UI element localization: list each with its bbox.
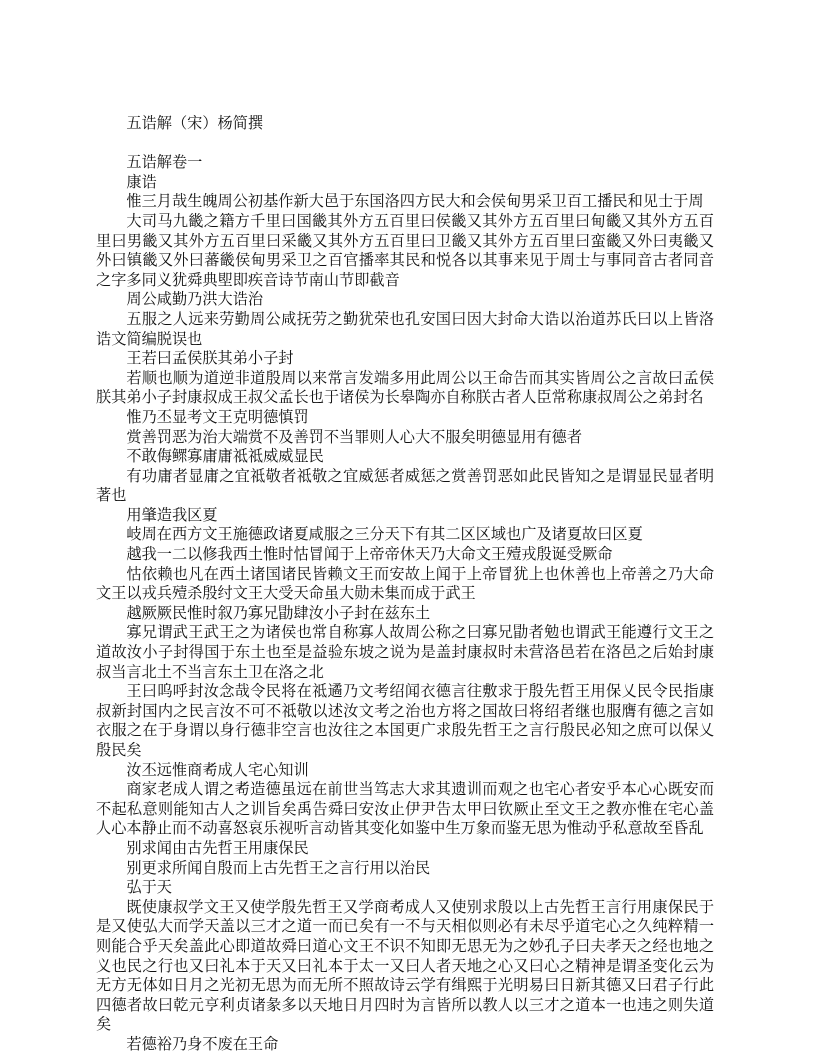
document-page: [96, 114, 714, 1055]
paragraph: 别更求所闻自殷而上古先哲王之言行用以治民: [126, 858, 431, 877]
paragraph: 王曰呜呼封汝念哉令民将在祗遹乃文考绍闻衣德言往敷求于殷先哲王用保乂民令民指康叔新封国内之民言汝不可不祗敬以述汝文考之治也方将之国故曰将绍者继也服膺有德之言如衣服之在于身谓以身行德非空言也汝往之本国更广求殷先哲王之言行殷民必知之庶可以保乂殷民矣: [96, 682, 714, 759]
paragraph: 岐周在西方文王施德政诸夏咸服之三分天下有其二区区域也广及诸夏故曰区夏: [126, 525, 643, 544]
paragraph: 汝丕远惟商耇成人宅心知训: [126, 760, 309, 779]
paragraph: 不敢侮鳏寡庸庸祗祗威威显民: [126, 447, 324, 466]
paragraph: 赏善罚恶为治大端赏不及善罚不当罪则人心大不服矣明德显用有德者: [126, 427, 583, 446]
volume-title: 五诰解卷一: [126, 153, 203, 172]
paragraph: 寡兄谓武王武王之为诸侯也常自称寡人故周公称之曰寡兄勖者勉也谓武王能遵行文王之道故汝小子封得国于东土也至是益验东坡之说为是盖封康叔时未营洛邑若在洛邑之后始封康叔当言北土不当言东土卫在洛之北: [96, 623, 714, 681]
paragraph: 弘于天: [126, 878, 172, 897]
spacer: [96, 134, 714, 154]
paragraph: 若德裕乃身不废在王命: [126, 1034, 279, 1053]
paragraph: 用肇造我区夏: [126, 505, 218, 524]
paragraph: 越我一二以修我西土惟时怙冒闻于上帝帝休天乃大命文王殪戎殷诞受厥命: [126, 545, 613, 564]
paragraph: 越厥厥民惟时叙乃寡兄勖肆汝小子封在兹东土: [126, 603, 431, 622]
paragraph: 既使康叔学文王又使学殷先哲王又学商耇成人又使别求殷以上古先哲王言行用康保民于是又使弘大而学天盖以三才之道一而已矣有一不与天相似则必有未尽乎道宅心之久纯粹精一则能合乎天矣盖此心即道故舜曰道心文王不识不知即无思无为之妙孔子曰夫孝天之经也地之义也民之行也又曰礼本于天又曰礼本于太一又曰人者天地之心又曰心之精神是谓圣变化云为无方无体如日月之光初无思为而无所不照故诗云学有缉熙于光明易曰日新其德又曰君子行此四德者故曰乾元亨利贞诸彖多以天地日月四时为言皆所以教人以三才之道本一也违之则失道矣: [96, 897, 714, 1034]
paragraph: 有功庸者显庸之宜祗敬者祗敬之宜威惩者威惩之赏善罚恶如此民皆知之是谓显民显者明著也: [96, 466, 714, 505]
paragraph: 惟乃丕显考文王克明德慎罚: [126, 407, 309, 426]
paragraph: 大司马九畿之籍方千里曰国畿其外方五百里曰侯畿又其外方五百里曰甸畿又其外方五百里曰男畿又其外方五百里曰采畿又其外方五百里曰卫畿又其外方五百里曰蛮畿又外曰夷畿又外曰镇畿又外曰蕃畿侯甸男采卫之百官播率其民和悦各以其事来见于周士与事同音古者同音之字多同义犹舜典堲即疾音诗节南山节即截音: [96, 211, 714, 289]
paragraph: 商家老成人谓之耇造德虽远在前世当笃志大求其遗训而观之也宅心者安乎本心心既安而不起私意则能知古人之训旨矣禹告舜曰安汝止伊尹告太甲曰钦厥止至文王之教亦惟在宅心盖人心本静止而不动喜怒哀乐视听言动皆其变化如鉴中生万象而鉴无思为惟动乎私意故至昏乱: [96, 780, 714, 838]
paragraph: 周公咸勤乃洪大诰治: [126, 290, 264, 309]
paragraph: 五服之人远来劳勤周公咸抚劳之勤犹荣也孔安国曰因大封命大诰以治道苏氏曰以上皆洛诰文简编脱误也: [96, 309, 714, 348]
paragraph: 王若曰孟侯朕其弟小子封: [126, 349, 294, 368]
section-title: 康诰: [126, 172, 157, 191]
paragraph: 惟三月哉生魄周公初基作新大邑于东国洛四方民大和会侯甸男采卫百工播民和见士于周: [126, 192, 704, 211]
paragraph: 若顺也顺为道逆非道殷周以来常言发端多用此周公以王命告而其实皆周公之言故曰孟侯朕其弟小子封康叔成王叔父孟长也于诸侯为长皋陶亦自称朕古者人臣常称康叔周公之弟封名: [96, 368, 714, 407]
paragraph: 怙依赖也凡在西土诸国诸民皆赖文王而安故上闻于上帝冒犹上也休善也上帝善之乃大命文王以戎兵殪杀殷纣文王大受天命虽大勋未集而成于武王: [96, 564, 714, 603]
paragraph: 别求闻由古先哲王用康保民: [126, 838, 309, 857]
document-header: 五诰解（宋）杨简撰: [126, 114, 264, 132]
